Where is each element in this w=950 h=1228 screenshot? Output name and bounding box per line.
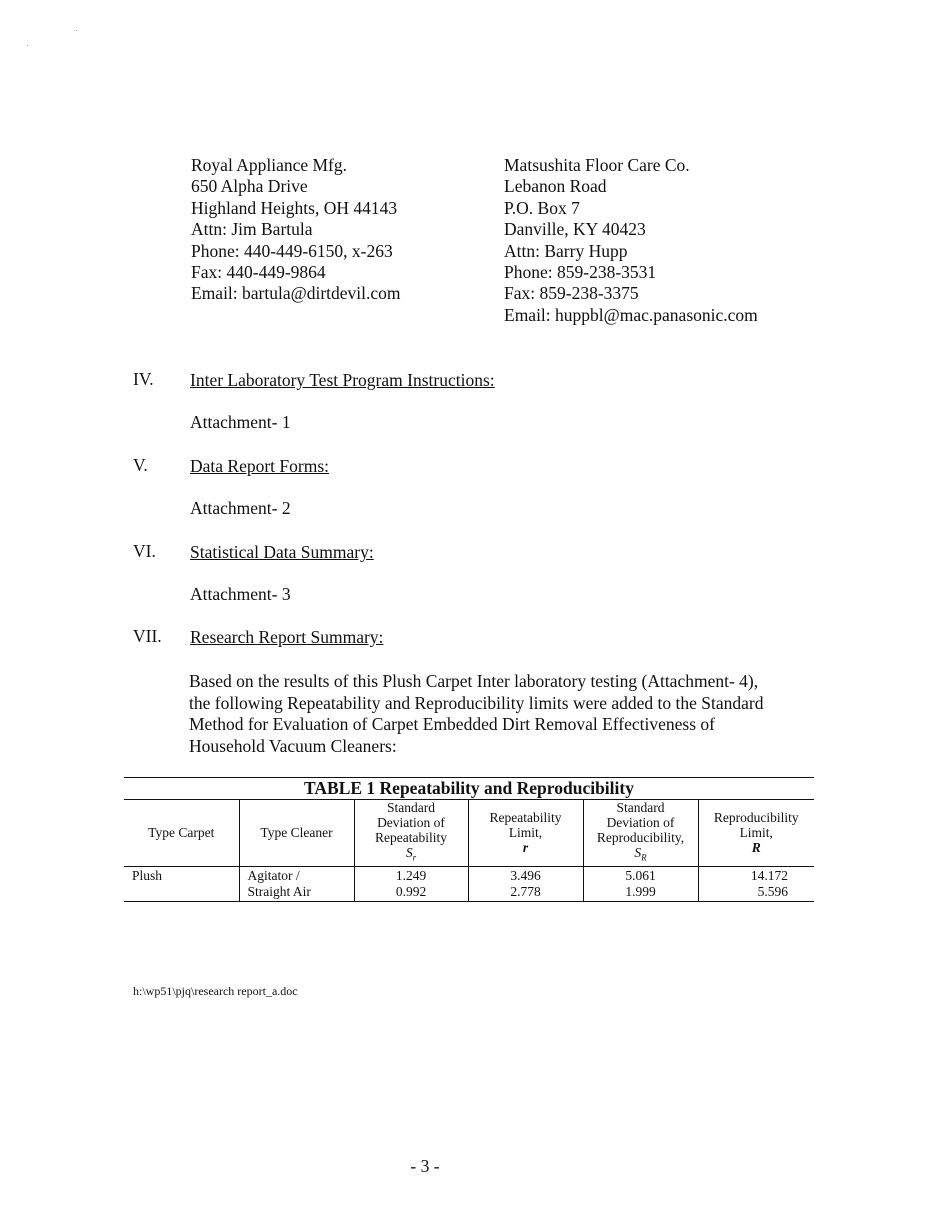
header-line: Reproducibility [713, 810, 799, 826]
header-type-cleaner: Type Cleaner [239, 800, 354, 866]
address-line: Phone: 440-449-6150, x-263 [191, 240, 393, 261]
address-line: Royal Appliance Mfg. [191, 155, 348, 175]
cell-line: Straight Air [247, 883, 311, 899]
cell-line: 1.999 [625, 883, 656, 899]
header-symbol-sub: R [641, 852, 647, 863]
address-matsushita [504, 155, 758, 326]
summary-paragraph [189, 671, 814, 757]
section-number-v: V. [133, 455, 148, 475]
cell-std-dev-reproducibility [583, 866, 698, 901]
address-line: Fax: 440-449-9864 [191, 262, 326, 283]
header-symbol: S [634, 845, 642, 860]
section-title-iv: Inter Laboratory Test Program Instructions: [190, 370, 495, 390]
cell-line: 1.249 [395, 867, 427, 883]
cell-line: 14.172 [750, 867, 788, 883]
cell-std-dev-repeatability [354, 866, 468, 901]
header-symbol: S [405, 845, 413, 860]
table-repeatability-reproducibility [124, 777, 814, 902]
cell-line: 0.992 [395, 883, 427, 899]
section-number-vi: VI. [133, 541, 156, 561]
header-symbol: R [751, 840, 761, 856]
header-symbol-sub: r [412, 852, 417, 863]
header-line: Deviation of [377, 815, 445, 830]
header-line: Repeatability [489, 810, 562, 826]
cell-line: Agitator / [247, 867, 300, 883]
header-line: Repeatability [375, 830, 447, 845]
section-number-iv: IV. [133, 369, 154, 389]
header-std-dev-reproducibility [583, 800, 698, 866]
header-std-dev-repeatability [354, 800, 468, 866]
section-body-iv: Attachment- 1 [190, 412, 291, 432]
header-line: Deviation of [606, 815, 675, 830]
header-line: Standard [616, 800, 665, 815]
summary-line: Based on the results of this Plush Carpet Inter laboratory testing (Attachment- 4), [189, 671, 759, 691]
address-line: Danville, KY 40423 [504, 219, 646, 240]
footer-file-path: h:\wp51\pjq\research report_a.doc [133, 984, 298, 998]
header-line: Limit, [739, 825, 773, 841]
header-symbol: r [522, 840, 529, 856]
address-line: Phone: 859-238-3531 [504, 262, 657, 283]
table-header-row [124, 800, 814, 866]
header-reproducibility-limit [698, 800, 814, 866]
cell-line: 3.496 [510, 867, 541, 883]
page-number: - 3 - [410, 1156, 440, 1176]
scan-speck [27, 45, 28, 46]
section-title-vi: Statistical Data Summary: [190, 542, 374, 562]
summary-line: the following Repeatability and Reproducibility limits were added to the Standard [189, 692, 764, 713]
header-repeatability-limit [468, 800, 583, 866]
data-table [124, 800, 814, 902]
header-type-carpet: Type Carpet [124, 800, 239, 866]
address-line: Attn: Barry Hupp [504, 240, 628, 261]
cell-line: 5.596 [757, 883, 788, 899]
section-number-vii: VII. [133, 626, 162, 646]
section-title-v: Data Report Forms: [190, 456, 330, 476]
cell-type-cleaner [239, 866, 354, 901]
cell-line: 5.061 [625, 867, 656, 883]
address-royal-appliance [191, 155, 401, 305]
section-title-vii: Research Report Summary: [190, 627, 384, 647]
address-line: Highland Heights, OH 44143 [191, 197, 398, 218]
address-line: 650 Alpha Drive [191, 176, 308, 197]
cell-line: 2.778 [510, 883, 541, 899]
summary-line: Method for Evaluation of Carpet Embedded Dirt Removal Effectiveness of [189, 714, 715, 734]
header-line: Reproducibility, [596, 830, 685, 845]
cell-reproducibility-limit [698, 866, 814, 901]
address-line: Email: bartula@dirtdevil.com [191, 283, 401, 304]
table-row [124, 866, 814, 901]
section-body-v: Attachment- 2 [190, 498, 291, 518]
address-line: Attn: Jim Bartula [191, 219, 313, 240]
summary-line: Household Vacuum Cleaners: [189, 735, 397, 756]
scan-speck [76, 30, 77, 31]
section-body-vi: Attachment- 3 [190, 584, 291, 604]
address-line: Fax: 859-238-3375 [504, 283, 639, 304]
address-line: P.O. Box 7 [504, 197, 580, 218]
address-line: Lebanon Road [504, 176, 607, 197]
cell-type-carpet: Plush [124, 866, 239, 901]
header-line: Limit, [508, 825, 543, 841]
address-line: Matsushita Floor Care Co. [504, 155, 690, 175]
cell-repeatability-limit [468, 866, 583, 901]
address-line: Email: huppbl@mac.panasonic.com [504, 304, 758, 325]
table-title: TABLE 1 Repeatability and Reproducibility [124, 777, 814, 800]
header-line: Standard [387, 800, 435, 815]
